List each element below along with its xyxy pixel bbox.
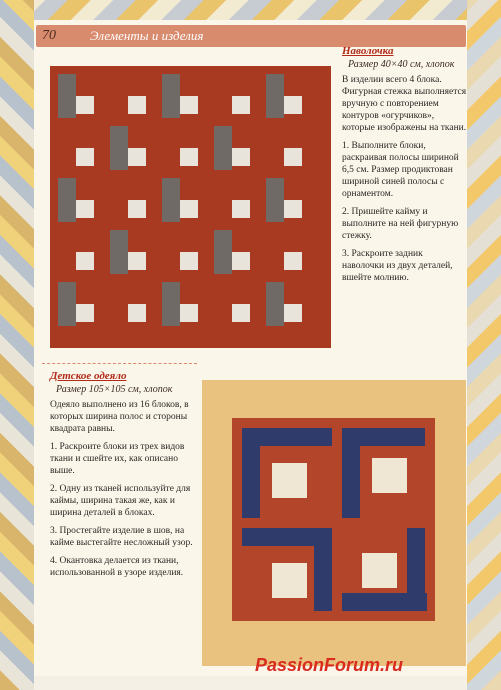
blanket-intro: Одеяло выполнено из 16 блоков, в которых ширина полос и стороны квадрата равны. (50, 400, 189, 434)
pillow-quilt-square (284, 304, 302, 322)
pillow-quilt-square (232, 304, 250, 322)
pillow-quilt-square (128, 148, 146, 166)
watermark-text: PassionForum.ru (255, 655, 404, 675)
left-quilt-border (0, 0, 34, 690)
pillow-quilt-square (128, 304, 146, 322)
blanket-quilt-piece (342, 428, 360, 518)
pillow-quilt-square (180, 252, 198, 270)
pillow-quilt-square (128, 96, 146, 114)
pillow-step-2: 2. Пришейте кайму и выполните на ней фигурную стежку. (342, 207, 459, 241)
pillow-quilt-square (180, 96, 198, 114)
pillow-quilt-strip (266, 282, 284, 326)
blanket-step-3: 3. Простегайте изделие в шов, на кайме выстегайте несложный узор. (50, 526, 193, 548)
pillow-quilt-square (128, 200, 146, 218)
blanket-quilt-piece (272, 563, 307, 598)
pillow-quilt-square (76, 200, 94, 218)
right-quilt-border (467, 0, 501, 690)
pillow-quilt-strip (110, 230, 128, 274)
blanket-quilt-piece (272, 463, 307, 498)
pillow-quilt-square (76, 252, 94, 270)
blanket-title: Детское одеяло (50, 370, 127, 382)
section-divider (42, 363, 197, 365)
pillow-quilt-square (76, 96, 94, 114)
pillow-quilt-square (76, 148, 94, 166)
pillow-quilt-strip (58, 74, 76, 118)
blanket-quilt-piece (362, 553, 397, 588)
pillow-size: Размер 40×40 см, хлопок (348, 59, 455, 70)
pillow-quilt-strip (58, 178, 76, 222)
pillow-photo (50, 66, 331, 348)
section-title: Элементы и изделия (90, 28, 204, 43)
blanket-quilt-piece (372, 458, 407, 493)
pillow-quilt-strip (162, 282, 180, 326)
pillow-step-1: 1. Выполните блоки, раскраивая полосы шириной 6,5 см. Размер продиктован шириной синей полосы с орнаментом. (342, 141, 459, 199)
blanket-step-1: 1. Раскроите блоки из трех видов ткани и сшейте их, как описано выше. (50, 442, 185, 476)
pillow-quilt-square (232, 200, 250, 218)
pillow-quilt-strip (266, 178, 284, 222)
blanket-quilt-piece (242, 528, 332, 546)
pillow-quilt-square (232, 96, 250, 114)
pillow-quilt-strip (214, 230, 232, 274)
pillow-quilt-square (284, 148, 302, 166)
pillow-quilt-strip (58, 282, 76, 326)
page-number: 70 (42, 28, 56, 43)
pillow-quilt-square (76, 304, 94, 322)
pillow-intro: В изделии всего 4 блока. Фигурная стежка выполняется вручную с повторением контуров «огурчиков», которые изображены на ткани. (342, 75, 467, 133)
pillow-quilt-square (180, 148, 198, 166)
blanket-text (50, 370, 195, 670)
pillow-quilt-strip (214, 126, 232, 170)
blanket-size: Размер 105×105 см, хлопок (56, 384, 173, 395)
blanket-step-4: 4. Окантовка делается из ткани, использованной в узоре изделия. (50, 556, 184, 578)
pillow-quilt-square (284, 96, 302, 114)
pillow-quilt-strip (110, 126, 128, 170)
pillow-quilt-strip (162, 178, 180, 222)
pillow-quilt-strip (162, 74, 180, 118)
blanket-quilt-piece (360, 428, 425, 446)
pillow-quilt-square (128, 252, 146, 270)
blanket-quilt-piece (407, 528, 425, 593)
pillow-title: Наволочка (342, 45, 394, 57)
pillow-quilt-strip (266, 74, 284, 118)
blanket-quilt-piece (314, 546, 332, 611)
pillow-text (342, 45, 467, 355)
blanket-step-2: 2. Одну из тканей используйте для каймы, ширина такая же, как и ширина деталей в блоках. (50, 484, 191, 518)
pillow-quilt-square (232, 148, 250, 166)
blanket-quilt-piece (342, 593, 427, 611)
pillow-step-3: 3. Раскроите задник наволочки из двух деталей, вшейте молнию. (342, 249, 453, 283)
pillow-quilt-square (232, 252, 250, 270)
pillow-quilt-square (180, 200, 198, 218)
pillow-quilt-square (180, 304, 198, 322)
blanket-center (232, 418, 435, 621)
pillow-quilt-square (284, 200, 302, 218)
pillow-quilt-square (284, 252, 302, 270)
blanket-quilt-piece (242, 446, 260, 518)
blanket-quilt-piece (242, 428, 332, 446)
